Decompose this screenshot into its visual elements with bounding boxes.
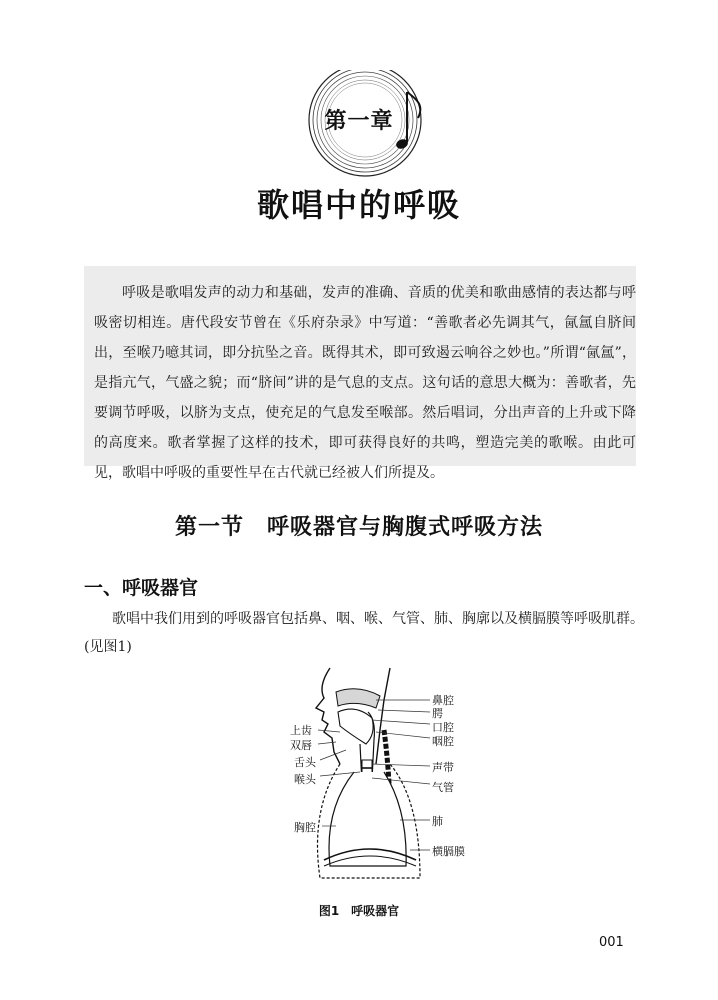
label-lung: 肺: [432, 815, 443, 828]
label-trachea: 气管: [432, 781, 454, 794]
label-diaphragm: 横膈膜: [432, 845, 465, 858]
label-lips: 双唇: [290, 739, 312, 752]
label-chest-cavity: 胸腔: [294, 821, 316, 834]
figure-caption: 图1 呼吸器官: [318, 904, 400, 918]
label-tongue: 舌头: [294, 756, 316, 769]
label-larynx: 喉头: [294, 773, 316, 786]
label-vocal-cords: 声带: [432, 761, 454, 774]
body-paragraph: 歌唱中我们用到的呼吸器官包括鼻、咽、喉、气管、肺、胸廓以及横膈膜等呼吸肌群。(见图1): [84, 611, 644, 655]
label-pharynx: 咽腔: [432, 735, 454, 748]
label-nasal-cavity: 鼻腔: [432, 694, 454, 707]
label-oral-cavity: 口腔: [432, 721, 454, 734]
chapter-label: 第一章: [324, 109, 394, 134]
intro-box: [84, 266, 636, 481]
intro-paragraph: 呼吸是歌唱发声的动力和基础，发声的准确、音质的优美和歌曲感情的表达都与呼吸密切相连。唐代段安节曾在《乐府杂录》中写道：“善歌者必先调其气，氤氲自脐间出，至喉乃噫其词，即分抗坠之音。既得其术，即可致遏云响谷之妙也。”所谓“氤氲”，是指亢气，气盛之貌；而“脐间”讲的是气息的支点。这句话的意思大概为：善歌者，先要调节呼吸，以脐为支点，使充足的气息发至喉部。然后唱词，分出声音的上升或下降的高度来。歌者掌握了这样的技术，即可获得良好的共鸣，塑造完美的歌喉。由此可见，歌唱中呼吸的重要性早在古代就已经被人们所提及。: [94, 285, 636, 481]
page-number: 001: [599, 935, 624, 950]
subsection-title: 一、呼吸器官: [84, 577, 199, 599]
label-upper-teeth: 上齿: [290, 724, 312, 737]
section-title: 第一节 呼吸器官与胸腹式呼吸方法: [174, 514, 543, 540]
respiratory-figure: [280, 660, 500, 900]
label-palate: 腭: [432, 707, 443, 720]
chapter-title: 歌唱中的呼吸: [256, 186, 461, 224]
